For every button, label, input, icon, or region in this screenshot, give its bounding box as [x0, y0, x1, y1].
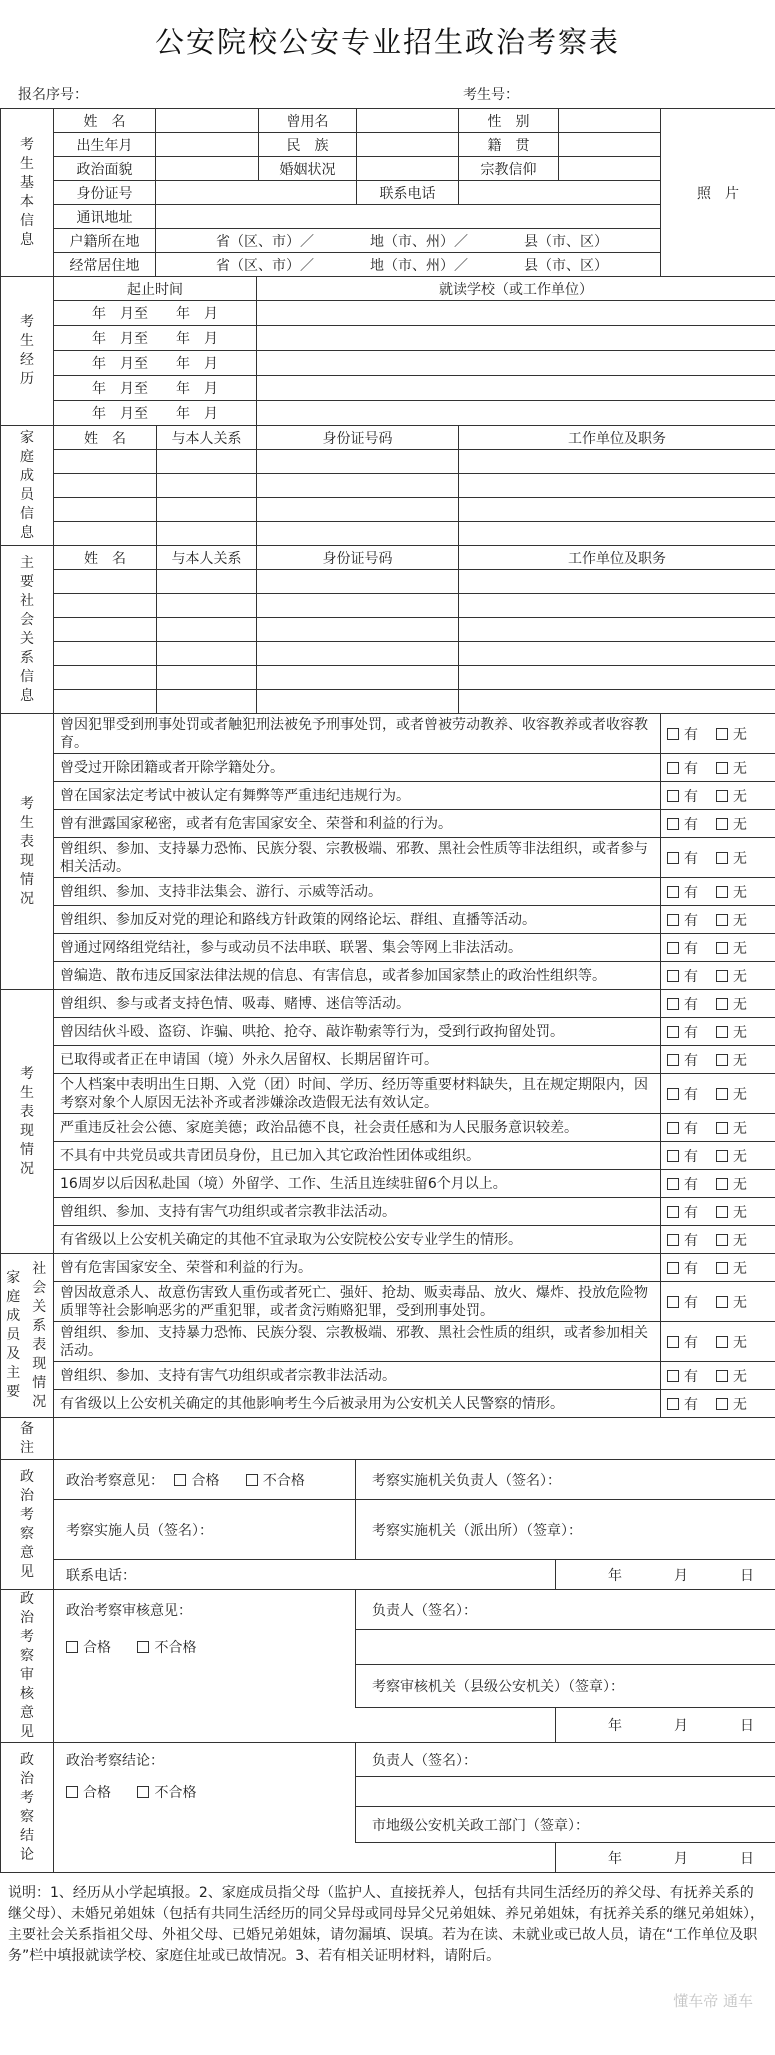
yes-checkbox[interactable]: [667, 790, 679, 802]
performance-item: 曾组织、参与或者支持色情、吸毒、赌博、迷信等活动。: [54, 990, 661, 1018]
yes-no-choice[interactable]: 有 无: [661, 1282, 775, 1322]
basic-info-section-label: 考生基本信息: [1, 109, 54, 277]
no-checkbox[interactable]: [716, 1178, 728, 1190]
yes-checkbox[interactable]: [667, 914, 679, 926]
yes-checkbox[interactable]: [667, 1054, 679, 1066]
yes-no-choice[interactable]: 有 无: [661, 1046, 775, 1074]
no-checkbox[interactable]: [716, 914, 728, 926]
performance-item: 曾编造、散布违反国家法律法规的信息、有害信息，或者参加国家禁止的政治性组织等。: [54, 962, 661, 990]
no-checkbox[interactable]: [716, 1296, 728, 1308]
table-row: [1, 642, 775, 666]
period-header: 起止时间: [54, 277, 257, 301]
performance-item: 曾受过开除团籍或者开除学籍处分。: [54, 754, 661, 782]
social-relation-header: 与本人关系: [157, 546, 257, 570]
social-name-header: 姓 名: [54, 546, 157, 570]
leader-signature[interactable]: 考察实施机关负责人（签名）：: [356, 1460, 775, 1500]
conclusion-section-label: 政治考察结论: [1, 1743, 54, 1873]
phone-label: 联系电话: [357, 181, 459, 205]
fail-checkbox[interactable]: [137, 1786, 149, 1798]
performance-table-1: [0, 713, 775, 990]
no-checkbox[interactable]: [716, 818, 728, 830]
family-table: [0, 425, 775, 546]
residence-label: 经常居住地: [54, 253, 156, 277]
conclusion-blank[interactable]: [356, 1777, 775, 1807]
marital-field[interactable]: [357, 157, 459, 181]
yes-no-choice[interactable]: 有 无: [661, 754, 775, 782]
pass-checkbox[interactable]: [66, 1641, 78, 1653]
history-section-label: 考生经历: [1, 277, 54, 426]
table-row: [1, 570, 775, 594]
ethnicity-label: 民 族: [259, 133, 357, 157]
school-field[interactable]: [257, 301, 775, 326]
yes-no-choice[interactable]: 有 无: [661, 878, 775, 906]
conclusion-choice: [54, 1777, 356, 1807]
opinion-choice: [54, 1460, 356, 1500]
address-label: 通讯地址: [54, 205, 156, 229]
yes-no-choice[interactable]: 有 无: [661, 1254, 775, 1282]
conclusion-table: [0, 1742, 775, 1873]
yes-no-choice[interactable]: 有 无: [661, 906, 775, 934]
yes-no-choice[interactable]: 有 无: [661, 1322, 775, 1362]
yes-checkbox[interactable]: [667, 1336, 679, 1348]
review-date[interactable]: 年 月 日: [556, 1707, 775, 1742]
yes-no-choice[interactable]: 有 无: [661, 838, 775, 878]
performance-item: 曾有泄露国家秘密，或者有危害国家安全、荣誉和利益的行为。: [54, 810, 661, 838]
yes-checkbox[interactable]: [667, 942, 679, 954]
contact-phone[interactable]: 联系电话：: [54, 1560, 556, 1590]
no-checkbox[interactable]: [716, 852, 728, 864]
photo-box[interactable]: 照 片: [661, 109, 775, 277]
yes-checkbox[interactable]: [667, 762, 679, 774]
native-field[interactable]: [559, 133, 661, 157]
no-checkbox[interactable]: [716, 1122, 728, 1134]
household-field[interactable]: 省（区、市）／ 地（市、州）／ 县（市、区）: [156, 229, 661, 253]
political-field[interactable]: [156, 157, 259, 181]
social-section-label: 主要社会关系信息: [1, 546, 54, 714]
performance-item: 曾组织、参加、支持有害气功组织或者宗教非法活动。: [54, 1362, 661, 1390]
yes-no-choice[interactable]: 有 无: [661, 1198, 775, 1226]
id-no-label: 身份证号: [54, 181, 156, 205]
no-checkbox[interactable]: [716, 728, 728, 740]
yes-checkbox[interactable]: [667, 998, 679, 1010]
no-checkbox[interactable]: [716, 942, 728, 954]
yes-checkbox[interactable]: [667, 818, 679, 830]
fail-label: 不合格: [154, 1640, 197, 1657]
phone-field[interactable]: [459, 181, 661, 205]
pass-checkbox[interactable]: [66, 1786, 78, 1798]
table-row: [1, 474, 775, 498]
no-checkbox[interactable]: [716, 998, 728, 1010]
yes-no-choice[interactable]: 有 无: [661, 1390, 775, 1418]
family-performance-label-inner: 社会关系表现情况: [26, 1254, 54, 1418]
review-blank[interactable]: [356, 1630, 775, 1665]
name-field[interactable]: [156, 109, 259, 133]
yes-checkbox[interactable]: [667, 1398, 679, 1410]
household-label: 户籍所在地: [54, 229, 156, 253]
conclusion-leader-signature[interactable]: 负责人（签名）：: [356, 1743, 775, 1777]
performance-table-2: [0, 989, 775, 1254]
native-label: 籍 贯: [459, 133, 559, 157]
no-checkbox[interactable]: [716, 1206, 728, 1218]
opinion-label: 政治考察意见：: [66, 1472, 164, 1489]
yes-checkbox[interactable]: [667, 728, 679, 740]
remarks-label: 备注: [1, 1418, 54, 1460]
yes-checkbox[interactable]: [667, 1088, 679, 1100]
performance-item: 不具有中共党员或共青团员身份，且已加入其它政治性团体或组织。: [54, 1142, 661, 1170]
review-label: 政治考察审核意见：: [54, 1590, 356, 1630]
agency-stamp[interactable]: 考察实施机关（派出所）（签章）：: [356, 1500, 775, 1560]
social-table: [0, 545, 775, 714]
performance-item: 曾组织、参加、支持暴力恐怖、民族分裂、宗教极端、邪教、黑社会性质的组织，或者参加相关活动。: [54, 1322, 661, 1362]
marital-label: 婚姻状况: [259, 157, 357, 181]
residence-field[interactable]: 省（区、市）／ 地（市、州）／ 县（市、区）: [156, 253, 661, 277]
id-no-field[interactable]: [156, 181, 357, 205]
review-agency-stamp[interactable]: 考察审核机关（县级公安机关）（签章）：: [356, 1665, 775, 1707]
performance-item: 有省级以上公安机关确定的其他影响考生今后被录用为公安机关人民警察的情形。: [54, 1390, 661, 1418]
birth-label: 出生年月: [54, 133, 156, 157]
opinion-date[interactable]: 年 月 日: [556, 1560, 775, 1590]
social-id-header: 身份证号码: [257, 546, 459, 570]
no-checkbox[interactable]: [716, 1088, 728, 1100]
yes-no-choice[interactable]: 有 无: [661, 1362, 775, 1390]
number-row: [0, 80, 775, 108]
no-checkbox[interactable]: [716, 1262, 728, 1274]
yes-checkbox[interactable]: [667, 1122, 679, 1134]
period-field[interactable]: 年 月至 年 月: [54, 301, 257, 326]
review-choice: [54, 1630, 356, 1665]
performance-item: 个人档案中表明出生日期、入党（团）时间、学历、经历等重要材料缺失，且在规定期限内，因考察对象个人原因无法补齐或者涉嫌涂改造假无法有效认定。: [54, 1074, 661, 1114]
yes-checkbox[interactable]: [667, 1206, 679, 1218]
yes-checkbox[interactable]: [667, 1234, 679, 1246]
performance-item: 曾因犯罪受到刑事处罚或者触犯刑法被免予刑事处罚，或者曾被劳动教养、收容教养或者收容教育。: [54, 714, 661, 754]
family-section-label: 家庭成员信息: [1, 426, 54, 546]
yes-no-choice[interactable]: 有 无: [661, 810, 775, 838]
performance-item: 曾在国家法定考试中被认定有舞弊等严重违纪违规行为。: [54, 782, 661, 810]
watermark-text: 懂车帝 通车: [673, 1992, 753, 2010]
religion-field[interactable]: [559, 157, 661, 181]
reg-no-label: 报名序号：: [18, 87, 88, 103]
performance-section-label: 考生表现情况: [1, 990, 54, 1254]
performance-item: 严重违反社会公德、家庭美德；政治品德不良，社会责任感和为人民服务意识较差。: [54, 1114, 661, 1142]
no-checkbox[interactable]: [716, 886, 728, 898]
fail-label: 不合格: [154, 1784, 197, 1801]
performance-section-label: 考生表现情况: [1, 714, 54, 990]
yes-no-choice[interactable]: 有 无: [661, 1074, 775, 1114]
remarks-field[interactable]: [54, 1418, 775, 1460]
gender-field[interactable]: [559, 109, 661, 133]
no-checkbox[interactable]: [716, 1370, 728, 1382]
table-row: [1, 450, 775, 474]
performance-item: 曾因故意杀人、故意伤害致人重伤或者死亡、强奸、抢劫、贩卖毒品、放火、爆炸、投放危险物质罪等社会影响恶劣的严重犯罪，或者贪污贿赂犯罪，受到刑事处罚。: [54, 1282, 661, 1322]
pass-checkbox[interactable]: [174, 1474, 186, 1486]
yes-checkbox[interactable]: [667, 1296, 679, 1308]
basic-info-table: [0, 108, 775, 277]
yes-checkbox[interactable]: [667, 1026, 679, 1038]
period-field[interactable]: 年 月至 年 月: [54, 351, 257, 376]
gender-label: 性 别: [459, 109, 559, 133]
table-row: [1, 522, 775, 546]
exam-no-label: 考生号：: [463, 87, 519, 103]
period-field[interactable]: 年 月至 年 月: [54, 401, 257, 426]
family-relation-header: 与本人关系: [157, 426, 257, 450]
yes-no-choice[interactable]: 有 无: [661, 1114, 775, 1142]
form-title: 公安院校公安专业招生政治考察表: [154, 25, 620, 59]
pass-label: 合格: [83, 1784, 111, 1801]
fail-checkbox[interactable]: [246, 1474, 258, 1486]
conclusion-label: 政治考察结论：: [54, 1743, 356, 1777]
no-checkbox[interactable]: [716, 1054, 728, 1066]
yes-checkbox[interactable]: [667, 852, 679, 864]
family-id-header: 身份证号码: [257, 426, 459, 450]
period-field[interactable]: 年 月至 年 月: [54, 376, 257, 401]
yes-checkbox[interactable]: [667, 1262, 679, 1274]
table-row: [1, 618, 775, 642]
performance-item: 16周岁以后因私赴国（境）外留学、工作、生活且连续驻留6个月以上。: [54, 1170, 661, 1198]
fail-label: 不合格: [262, 1472, 305, 1489]
no-checkbox[interactable]: [716, 1234, 728, 1246]
yes-no-choice[interactable]: 有 无: [661, 962, 775, 990]
performance-item: 曾组织、参加、支持非法集会、游行、示威等活动。: [54, 878, 661, 906]
yes-checkbox[interactable]: [667, 1178, 679, 1190]
review-section-label: 政治考察审核意见: [1, 1590, 54, 1743]
table-row: [1, 666, 775, 690]
yes-no-choice[interactable]: 有 无: [661, 1142, 775, 1170]
no-checkbox[interactable]: [716, 1150, 728, 1162]
yes-no-choice[interactable]: 有 无: [661, 782, 775, 810]
used-name-field[interactable]: [357, 109, 459, 133]
no-checkbox[interactable]: [716, 970, 728, 982]
performance-item: 曾因结伙斗殴、盗窃、诈骗、哄抢、抢夺、敲诈勒索等行为，受到行政拘留处罚。: [54, 1018, 661, 1046]
yes-checkbox[interactable]: [667, 886, 679, 898]
yes-no-choice[interactable]: 有 无: [661, 990, 775, 1018]
no-checkbox[interactable]: [716, 762, 728, 774]
pass-label: 合格: [191, 1472, 220, 1489]
ethnicity-field[interactable]: [357, 133, 459, 157]
yes-no-choice[interactable]: 有 无: [661, 714, 775, 754]
yes-no-choice[interactable]: 有 无: [661, 1018, 775, 1046]
performance-item: 有省级以上公安机关确定的其他不宜录取为公安院校公安专业学生的情形。: [54, 1226, 661, 1254]
performance-item: 曾组织、参加、支持暴力恐怖、民族分裂、宗教极端、邪教、黑社会性质等非法组织，或者参与相关活动。: [54, 838, 661, 878]
period-field[interactable]: 年 月至 年 月: [54, 326, 257, 351]
no-checkbox[interactable]: [716, 1026, 728, 1038]
table-row: [1, 690, 775, 714]
fail-checkbox[interactable]: [137, 1641, 149, 1653]
performance-item: 曾通过网络组党结社，参与或动员不法串联、联署、集会等网上非法活动。: [54, 934, 661, 962]
review-table: [0, 1589, 775, 1743]
family-performance-table: [0, 1253, 775, 1418]
performance-item: 曾组织、参加反对党的理论和路线方针政策的网络论坛、群组、直播等活动。: [54, 906, 661, 934]
conclusion-date[interactable]: 年 月 日: [556, 1843, 775, 1873]
opinion-section-label: 政治考察意见: [1, 1460, 54, 1590]
performance-item: 曾组织、参加、支持有害气功组织或者宗教非法活动。: [54, 1198, 661, 1226]
yes-checkbox[interactable]: [667, 1150, 679, 1162]
performance-item: 曾有危害国家安全、荣誉和利益的行为。: [54, 1254, 661, 1282]
no-checkbox[interactable]: [716, 790, 728, 802]
table-row: [1, 594, 775, 618]
performance-item: 已取得或者正在申请国（境）外永久居留权、长期居留许可。: [54, 1046, 661, 1074]
school-header: 就读学校（或工作单位）: [257, 277, 775, 301]
history-table: [0, 276, 775, 426]
social-work-header: 工作单位及职务: [459, 546, 775, 570]
school-field[interactable]: [257, 401, 775, 426]
religion-label: 宗教信仰: [459, 157, 559, 181]
family-performance-label-outer: 家庭成员及主要: [1, 1254, 26, 1418]
family-work-header: 工作单位及职务: [459, 426, 775, 450]
opinion-table: [0, 1459, 775, 1590]
family-name-header: 姓 名: [54, 426, 157, 450]
yes-checkbox[interactable]: [667, 1370, 679, 1382]
name-label: 姓 名: [54, 109, 156, 133]
table-row: [1, 498, 775, 522]
conclusion-agency-stamp[interactable]: 市地级公安机关政工部门（签章）：: [356, 1807, 775, 1843]
yes-checkbox[interactable]: [667, 970, 679, 982]
political-label: 政治面貌: [54, 157, 156, 181]
remarks-table: [0, 1417, 775, 1460]
birth-field[interactable]: [156, 133, 259, 157]
address-field[interactable]: [156, 205, 661, 229]
form-notes: 说明：1、经历从小学起填报。2、家庭成员指父母（监护人、直接抚养人，包括有共同生活经历的养父母、有抚养关系的继父母）、未婚兄弟姐妹（包括有共同生活经历的同父异母或同母异父兄弟姐妹、养兄弟姐妹，有抚养关系的继兄弟姐妹），主要社会关系指祖父母、外祖父母、已婚兄弟姐妹，请勿漏填、误填。若为在读、未就业或已故人员，请在“工作单位及职务”栏中填报就读学校、家庭住址或已故情况。3、若有相关证明材料，请附后。: [8, 1885, 764, 1964]
school-field[interactable]: [257, 351, 775, 376]
pass-label: 合格: [83, 1640, 111, 1657]
no-checkbox[interactable]: [716, 1336, 728, 1348]
staff-signature[interactable]: 考察实施人员（签名）：: [54, 1500, 356, 1560]
used-name-label: 曾用名: [259, 109, 357, 133]
yes-no-choice[interactable]: 有 无: [661, 934, 775, 962]
school-field[interactable]: [257, 376, 775, 401]
review-leader-signature[interactable]: 负责人（签名）：: [356, 1590, 775, 1630]
school-field[interactable]: [257, 326, 775, 351]
yes-no-choice[interactable]: 有 无: [661, 1226, 775, 1254]
no-checkbox[interactable]: [716, 1398, 728, 1410]
yes-no-choice[interactable]: 有 无: [661, 1170, 775, 1198]
